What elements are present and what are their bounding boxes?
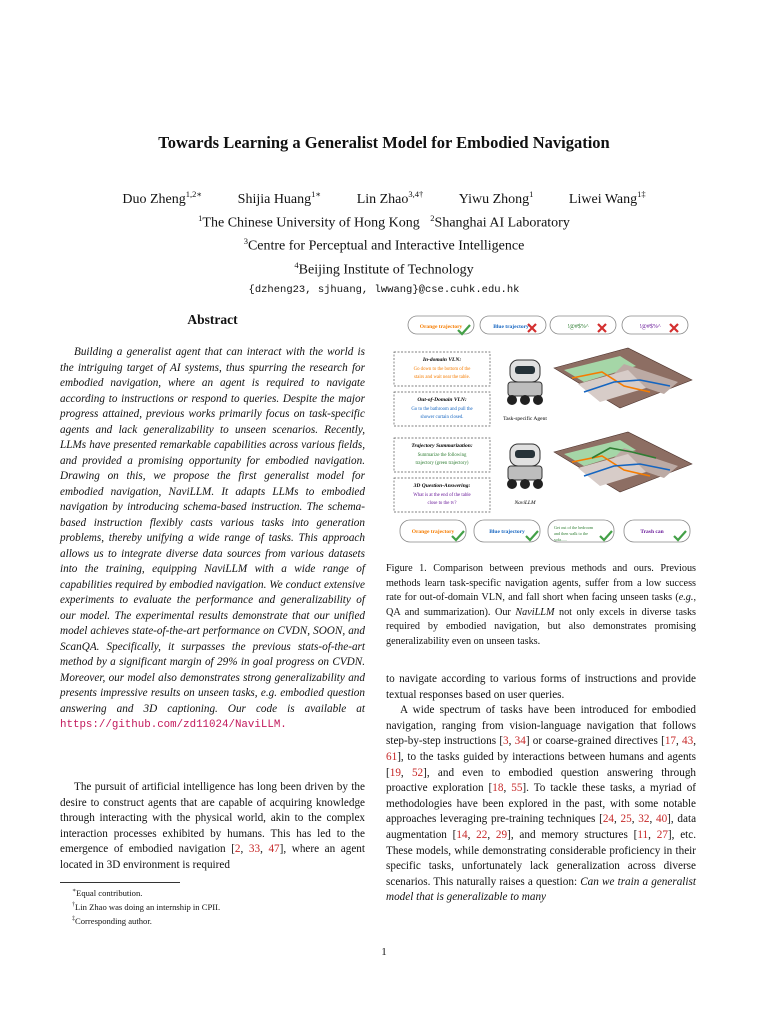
citation-link[interactable]: 40 [655, 813, 668, 826]
intro-paragraph [60, 780, 365, 874]
affiliation-4: Beijing Institute of Technology [298, 262, 474, 278]
task-body: close to the tv? [427, 501, 457, 506]
author-sup: 1 [529, 189, 534, 199]
bubble-text-b2: sofa...... [554, 537, 568, 542]
body-text: ], and memory structures [ [507, 828, 638, 841]
code-link[interactable]: https://github.com/zd11024/NaviLLM. [60, 719, 287, 731]
author-3 [357, 185, 424, 209]
cite-sep: , [240, 843, 249, 856]
bubble-text-2: !@#$%^ [567, 324, 589, 330]
citation-link[interactable]: 55 [511, 782, 523, 795]
author-4 [459, 185, 534, 209]
abstract-body [60, 345, 365, 734]
author-5 [569, 185, 646, 209]
agent-label-bottom: NaviLLM [514, 500, 536, 506]
scene-map-top [554, 348, 692, 408]
bubble-text-b3: Trash can [640, 529, 664, 535]
right-paragraph-2: A wide spectrum of tasks have been introduced for embodied navigation, ranging from vision-language navigation that follows step-by-step instructions [3, 34] or coarse-grained directives [17, 43, 61], to the tasks guided by interactions between humans and agents [19, 52], and even to embodied question answering through proactive exploration [18, 55]. To tackle these tasks, a myriad of methodologies have been explored in the past, with some notable approaches leveraging pre-training techniques [24, 25, 32, 40], data augmentation [14, 22, 29], and memory structures [11, 27], etc. These models, while demonstrating considerable proficiency in their specific tasks, unfortunately lack generalization across diverse scenarios. This naturally raises a question: Can we train a generalist model that is generalizable to many [386, 704, 697, 904]
figure-caption [386, 562, 696, 649]
research-question: Can we train a generalist model that is generalizable to many [386, 875, 696, 904]
task-title: Trajectory Summarization: [411, 443, 473, 449]
caption-navillm: NaviLLM [515, 606, 555, 618]
footnote-mark: ‡ [72, 915, 75, 922]
affil-sup: 3 [243, 236, 248, 247]
page-number: 1 [381, 946, 387, 958]
author-1 [122, 185, 202, 209]
bubble-text-3: !@#$%^ [639, 324, 661, 330]
citation-link[interactable]: 47 [268, 843, 280, 856]
figure-1 [388, 308, 698, 548]
author-sup: 3,4† [408, 189, 424, 199]
body-text: ], data augmentation [ [386, 813, 697, 841]
author-2 [238, 185, 322, 209]
task-body: Go down to the bottom of the [413, 367, 471, 372]
bubble-text-b0: Orange trajectory [411, 529, 455, 535]
citation-link[interactable]: 19 [389, 766, 401, 779]
task-title: In-domain VLN: [422, 357, 462, 363]
task-body: stairs and wait near the table. [414, 375, 470, 380]
task-title: Out-of-Domain VLN: [417, 397, 467, 403]
affil-sup: 2 [430, 212, 435, 223]
cite-sep: , [260, 843, 269, 856]
citation-link[interactable]: 25 [620, 813, 632, 826]
author-sup: 1∗ [311, 189, 322, 199]
citation-link[interactable]: 34 [514, 735, 526, 748]
author-email: {dzheng23, sjhuang, lwwang}@cse.cuhk.edu.hk [248, 283, 520, 296]
citation-link[interactable]: 11 [637, 828, 649, 841]
citation-link[interactable]: 22 [476, 828, 488, 841]
affiliation-1: The Chinese University of Hong Kong [202, 215, 420, 231]
intro-text: ], where an agent located in 3D environment is required [60, 843, 365, 871]
citation-link[interactable]: 43 [682, 735, 694, 748]
caption-text: Figure 1. Comparison between previous methods and ours. Previous methods learn task-specific navigation agents, suffer from a low success rate for out-of-domain VLN, and fall short when facing unseen tasks ( [386, 563, 696, 603]
citation-link[interactable]: 14 [456, 828, 468, 841]
task-body: shower curtain closed. [420, 415, 464, 420]
body-text: A wide spectrum of tasks have been introduced for embodied navigation, ranging from vision-language navigation that follows step-by-step instructions [ [386, 704, 696, 748]
bubble-text-b2: and then walk to the [554, 531, 588, 536]
caption-text: , QA and summarization). Our [386, 592, 696, 618]
author-name: Liwei Wang [568, 191, 638, 207]
footnote-text: Equal contribution. [76, 887, 143, 898]
scene-map-bottom [554, 432, 692, 492]
author-list [0, 185, 768, 209]
caption-text: not only excels in diverse tasks required by embodied navigation, but also demonstrates promising generalizability even on unseen tasks. [386, 606, 697, 647]
author-name: Yiwu Zhong [458, 191, 530, 207]
caption-eg: e.g. [678, 592, 694, 603]
affiliation-3: Centre for Perceptual and Interactive Intelligence [247, 238, 525, 254]
citation-link[interactable]: 33 [248, 843, 261, 856]
footnotes [60, 885, 365, 927]
author-sup: 1‡ [637, 189, 646, 199]
author-name: Shijia Huang [237, 191, 312, 207]
intro-text: The pursuit of artificial intelligence has long been driven by the desire to construct agents that are capable of acquiring knowledge through interacting with the physical world, akin to the complex interaction processes exhibited by humans. This has led to the emergence of embodied navigation [ [60, 781, 365, 856]
body-text: ], and even to embodied question answering through proactive exploration [ [386, 766, 697, 795]
author-sup: 1,2∗ [185, 189, 203, 199]
affiliation-2: Shanghai AI Laboratory [434, 215, 570, 231]
task-body: Go to the bathroom and pull the [411, 407, 473, 412]
intro-right-column [386, 672, 696, 906]
right-paragraph-1: to navigate according to various forms of instructions and provide textual responses based on user queries. [386, 673, 696, 701]
author-name: Duo Zheng [122, 191, 186, 207]
citation-link[interactable]: 3 [503, 735, 509, 748]
task-boxes [394, 352, 490, 512]
citation-link[interactable]: 52 [411, 766, 424, 779]
author-name: Lin Zhao [356, 191, 409, 207]
robot-icon [507, 360, 543, 405]
body-text: ], to the tasks guided by interactions between humans and agents [ [386, 750, 696, 779]
task-title: 3D Question-Answering: [413, 483, 471, 489]
figure-1-svg [388, 308, 698, 548]
citation-link[interactable]: 32 [638, 813, 650, 826]
footnote-text: Lin Zhao was doing an internship in CPII. [75, 901, 221, 912]
task-body: trajectory (green trajectory) [415, 461, 469, 466]
abstract-text: Building a generalist agent that can interact with the world is the intriguing target of AI systems, thus spurring the research for embodied navigation, where an agent is required to navigate according to instructions or respond to queries. Despite the major progress attained, previous works primarily focus on task-specific agents and lack generalizability to unseen scenarios. Recently, LLMs have presented remarkable capabilities across various fields, and provided a promising opportunity for embodied navigation. Drawing on this, we propose the first generalist model for embodied navigation, NaviLLM. It adapts LLMs to embodied navigation by introducing schema-based instruction. The schema-based instruction flexibly casts various tasks into generation problems, thereby unifying a wide range of tasks. This approach allows us to integrate diverse data sources from various datasets into the training, equipping NaviLLM with a wide range of capabilities required by embodied navigation. We conduct extensive experiments to evaluate the performance and generalizability of our model. The experimental results demonstrate that our unified model achieves state-of-the-art performance on CVDN, SOON, and ScanQA. Specifically, it surpasses the previous stats-of-the-art method by a significant margin of 29% in goal progress on CVDN. Moreover, our model also demonstrates strong generalizability and presents impressive results on unseen tasks, e.g. embodied question answering and 3D captioning. Our code is available at [60, 346, 365, 715]
footnote [60, 885, 365, 899]
affiliation-line-2 [0, 232, 768, 256]
body-text: ], etc. These models, while demonstrating considerable proficiency in their specific tasks, unfortunately lack generalization across diverse scenarios. This naturally raises a question: [386, 828, 697, 888]
task-body: Summarize the following [417, 453, 467, 458]
citation-link[interactable]: 29 [495, 828, 508, 841]
bubble-text-b1: Blue trajectory [489, 529, 525, 535]
footnote [60, 913, 365, 927]
paper-title: Towards Learning a Generalist Model for Embodied Navigation [158, 133, 610, 152]
bubble-text-0: Orange trajectory [419, 324, 463, 330]
citation-link[interactable]: 61 [386, 750, 398, 763]
affil-sup: 4 [294, 259, 299, 270]
footnote [60, 899, 365, 913]
robot-icon [507, 444, 543, 489]
author-block [0, 185, 768, 300]
abstract-heading: Abstract [187, 312, 238, 327]
affil-sup: 1 [198, 212, 203, 223]
body-text: ]. To tackle these tasks, a myriad of methodologies have been explored in the past, with some notable approaches leveraging pre-training techniques [ [386, 782, 697, 826]
affiliation-line-1 [0, 209, 768, 233]
footnote-mark: ∗ [72, 888, 77, 894]
citation-link[interactable]: 18 [492, 782, 504, 795]
citation-link[interactable]: 27 [656, 828, 668, 841]
bottom-bubbles [400, 520, 690, 542]
top-bubbles [408, 316, 688, 334]
footnote-mark: † [72, 901, 75, 908]
citation-link[interactable]: 2 [234, 843, 241, 856]
body-text: ] or coarse-grained directives [ [525, 735, 665, 748]
affiliation-line-3 [0, 256, 768, 280]
citation-link[interactable]: 17 [664, 735, 676, 748]
footnote-rule [60, 882, 180, 883]
bubble-text-1: Blue trajectory [493, 324, 529, 330]
bubble-text-b2: Get out of the bedroom [554, 525, 594, 530]
citation-link[interactable]: 24 [602, 813, 614, 826]
footnote-text: Corresponding author. [75, 915, 152, 926]
task-body: What is at the end of the table [413, 493, 471, 498]
agent-label-top: Task-specific Agent [503, 416, 547, 422]
